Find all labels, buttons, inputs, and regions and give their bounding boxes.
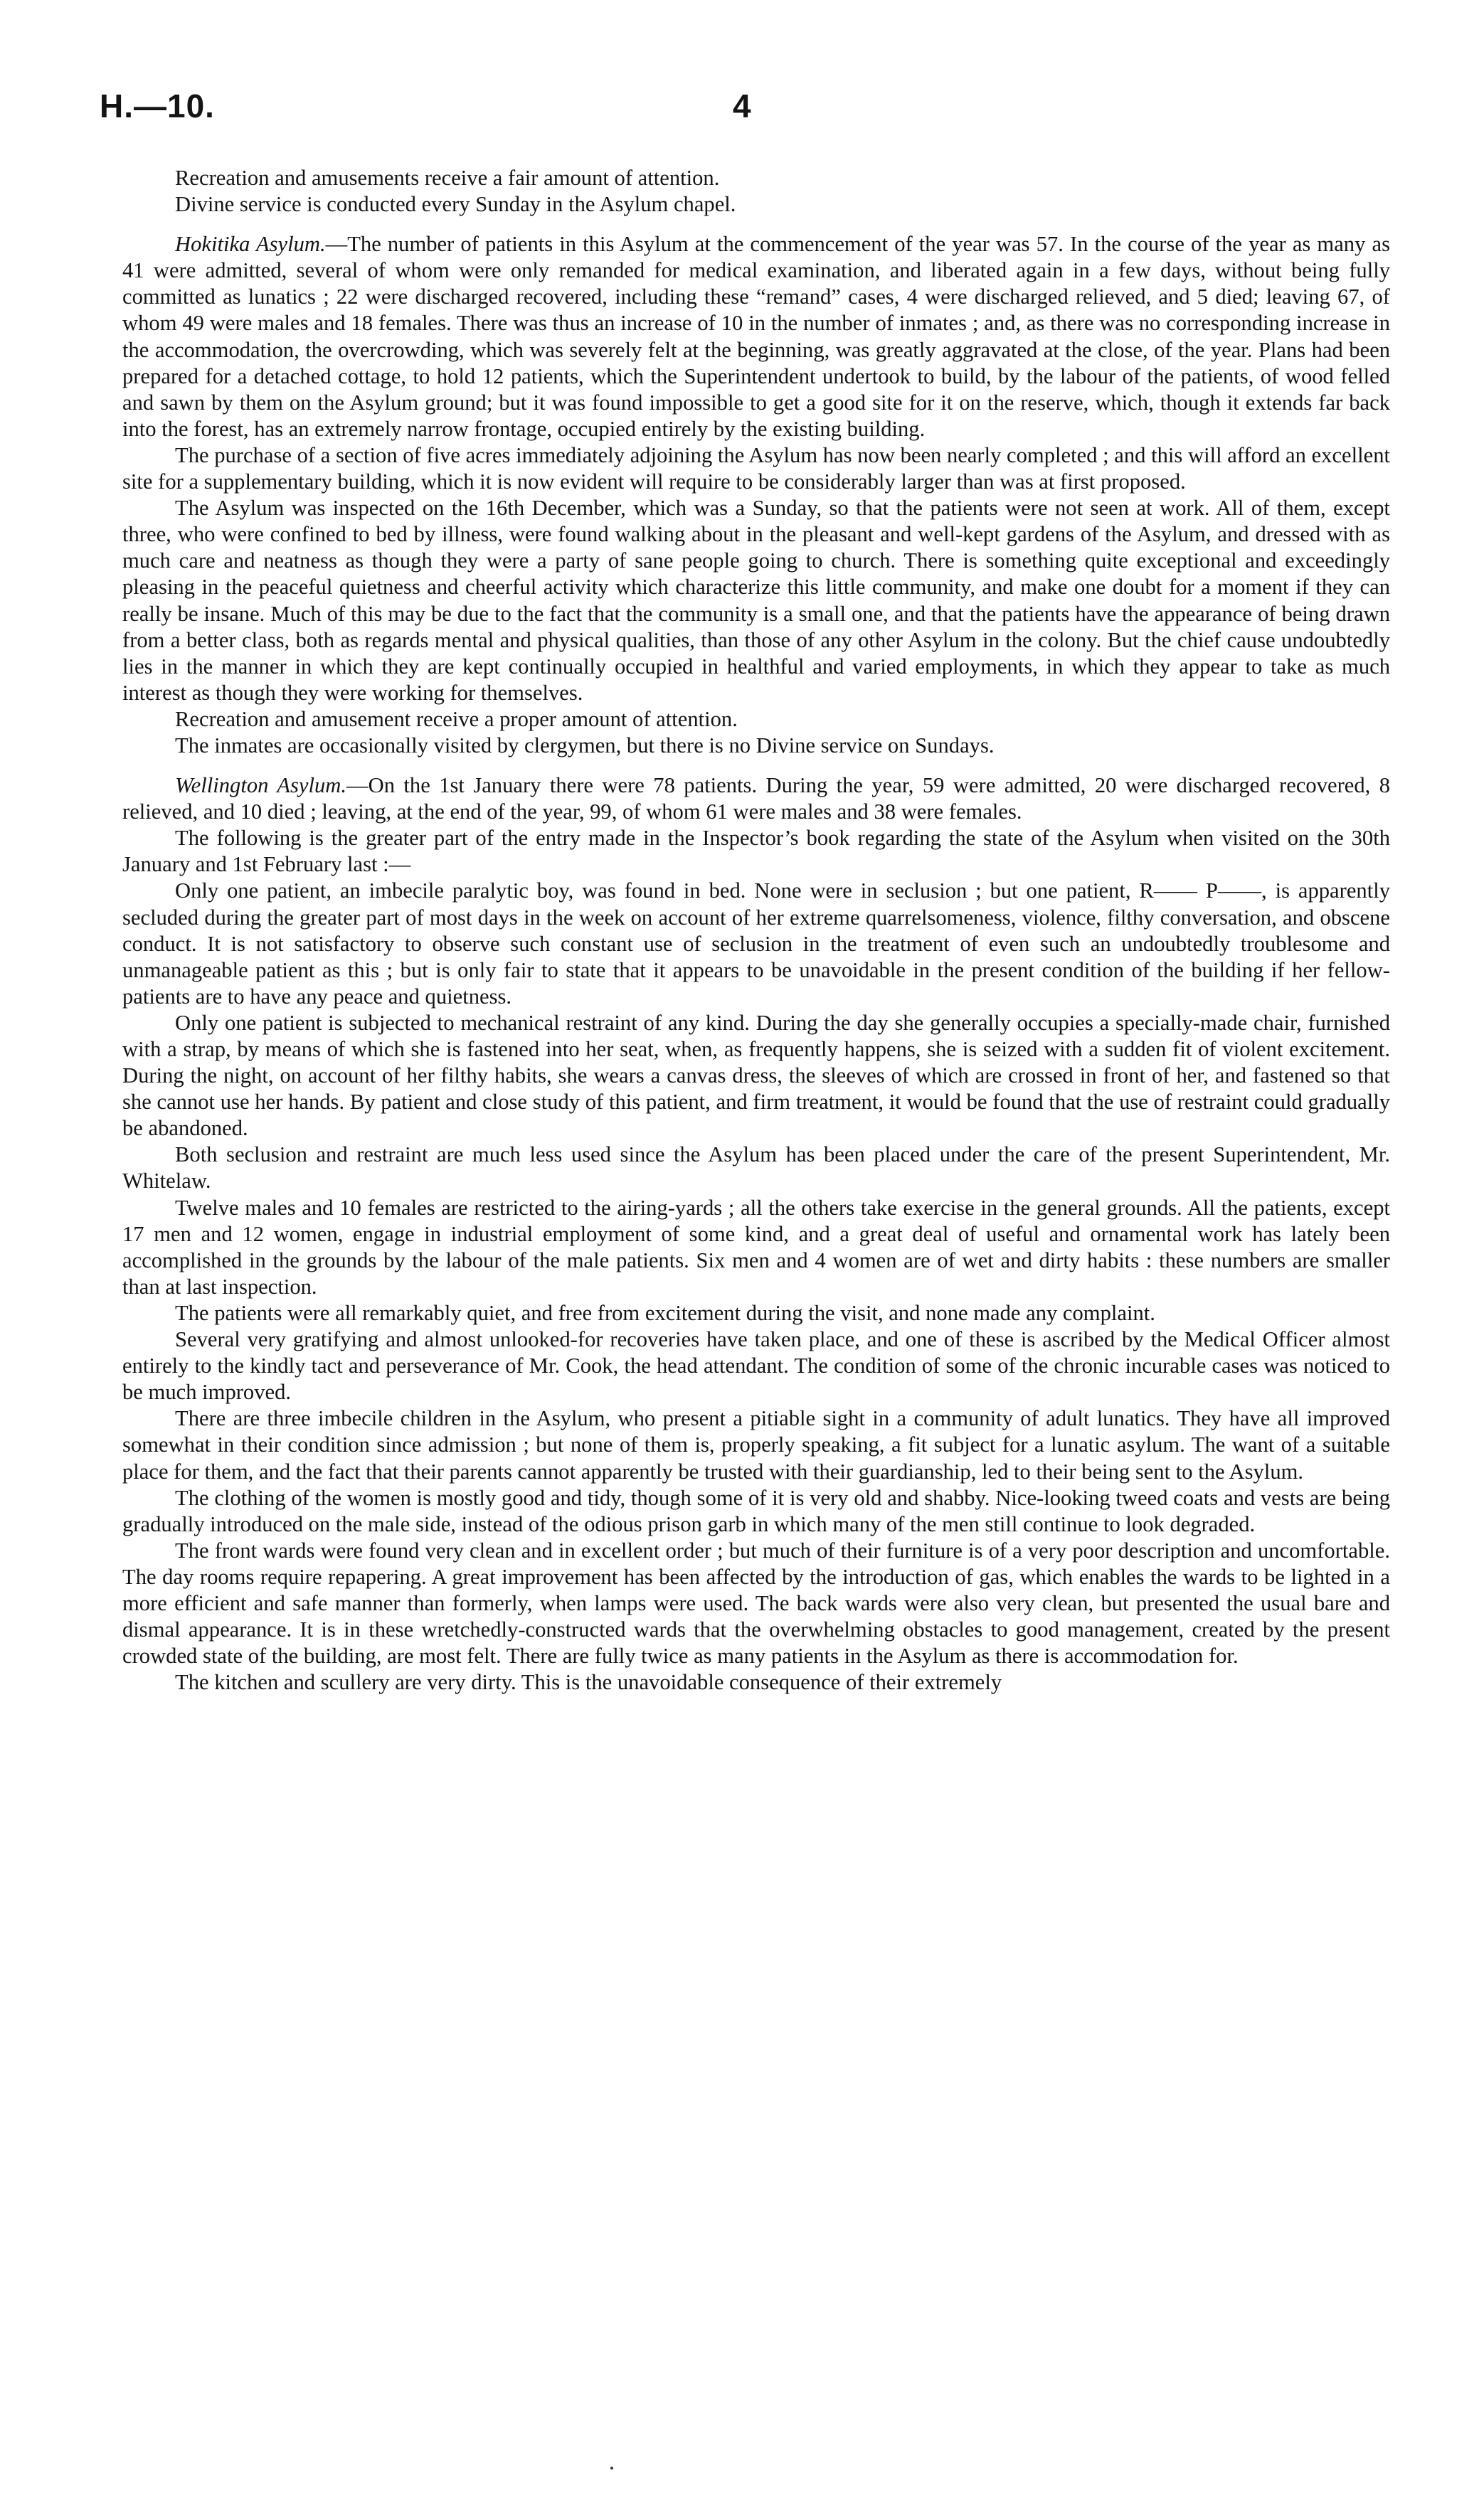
paragraph bbox=[122, 165, 1390, 191]
paragraph bbox=[122, 825, 1390, 878]
paragraph-text: The inmates are occasionally visited by clergymen, but there is no Divine service on Sundays. bbox=[175, 733, 995, 757]
paragraph-text: There are three imbecile children in the Asylum, who present a pitiable sight in a community of adult lunatics. They have all improved somewhat in their condition since admission ; but none of them is, properly speaking, a fit subject for a lunatic asylum. The want of a suitable place for them, and the fact that their parents cannot apparently be trusted with their guardianship, led to their being sent to the Asylum. bbox=[122, 1406, 1390, 1484]
section-heading: Hokitika Asylum. bbox=[175, 232, 326, 257]
paragraph bbox=[122, 1327, 1390, 1405]
paragraph bbox=[122, 231, 1390, 442]
section-heading: Wellington Asylum. bbox=[175, 773, 347, 798]
paragraph-text: The clothing of the women is mostly good and tidy, though some of it is very old and shabby. Nice-looking tweed coats and vests are being gradually introduced on the male side, instead of the odious prison garb in which many of the men still continue to look degraded. bbox=[122, 1485, 1390, 1536]
paragraph bbox=[122, 878, 1390, 1009]
print-speck bbox=[610, 2467, 613, 2470]
paragraph-text: The following is the greater part of the entry made in the Inspector’s book regarding the state of the Asylum when visited on the 30th January and 1st February last :— bbox=[122, 826, 1390, 877]
paragraph-text: The Asylum was inspected on the 16th December, which was a Sunday, so that the patients were not seen at work. All of them, except three, who were confined to bed by illness, were found walking about in the pleasant and well-kept gardens of the Asylum, and dressed with as much care and neatness as though they were a party of sane people going to church. There is something quite exceptional and exceedingly pleasing in the peaceful quietness and cheerful activity which characterize this little community, and make one doubt for a moment if they can really be insane. Much of this may be due to the fact that the community is a small one, and that the patients have the appearance of being drawn from a better class, both as regards mental and physical qualities, than those of any other Asylum in the colony. But the chief cause undoubtedly lies in the manner in which they are kept continually occupied in healthful and varied employments, in which they appear to take as much interest as though they were working for themselves. bbox=[122, 496, 1390, 705]
paragraph bbox=[122, 1485, 1390, 1538]
paragraph bbox=[122, 1195, 1390, 1300]
paragraph-text: Twelve males and 10 females are restricted to the airing-yards ; all the others take exercise in the general grounds. All the patients, except 17 men and 12 women, engage in industrial employment of some kind, and a great deal of useful and ornamental work has lately been accomplished in the grounds by the labour of the male patients. Six men and 4 women are of wet and dirty habits : these numbers are smaller than at last inspection. bbox=[122, 1195, 1390, 1299]
paragraph-text: Only one patient is subjected to mechanical restraint of any kind. During the day she generally occupies a specially-made chair, furnished with a strap, by means of which she is fastened into her seat, when, as frequently happens, she is seized with a sudden fit of violent excitement. During the night, on account of her filthy habits, she wears a canvas dress, the sleeves of which are crossed in front of her, and fastened so that she cannot use her hands. By patient and close study of this patient, and firm treatment, it would be found that the use of restraint could gradually be abandoned. bbox=[122, 1010, 1390, 1141]
paragraph-text: Divine service is conducted every Sunday in the Asylum chapel. bbox=[175, 192, 736, 217]
paragraph-text: Several very gratifying and almost unlooked-for recoveries have taken place, and one of these is ascribed by the Medical Officer almost entirely to the kindly tact and perseverance of Mr. Cook, the head attendant. The condition of some of the chronic incurable cases was noticed to be much improved. bbox=[122, 1327, 1390, 1405]
paragraph bbox=[122, 1010, 1390, 1142]
paragraph bbox=[122, 706, 1390, 733]
paragraph bbox=[122, 1300, 1390, 1327]
paragraph bbox=[122, 1142, 1390, 1194]
paragraph-text: The patients were all remarkably quiet, and free from excitement during the visit, and none made any complaint. bbox=[175, 1300, 1155, 1325]
paragraph bbox=[122, 1538, 1390, 1669]
page-header bbox=[0, 0, 1479, 142]
paragraph bbox=[122, 191, 1390, 218]
paragraph bbox=[122, 772, 1390, 825]
paragraph-text: The front wards were found very clean and in excellent order ; but much of their furniture is of a very poor description and uncomfortable. The day rooms require repapering. A great improvement has been affected by the introduction of gas, which enables the wards to be lighted in a more efficient and safe manner than formerly, when lamps were used. The back wards were also very clean, but presented the usual bare and dismal appearance. It is in these wretchedly-constructed wards that the overwhelming obstacles to good management, created by the present crowded state of the building, are most felt. There are fully twice as many patients in the Asylum as there is accommodation for. bbox=[122, 1538, 1390, 1669]
paragraph bbox=[122, 1405, 1390, 1484]
paragraph-text: —On the 1st January there were 78 patients. During the year, 59 were admitted, 20 were discharged recovered, 8 relieved, and 10 died ; leaving, at the end of the year, 99, of whom 61 were males and 38 were females. bbox=[122, 773, 1390, 824]
paragraph bbox=[122, 495, 1390, 706]
paragraph-text: —The number of patients in this Asylum at the commencement of the year was 57. In the course of the year as many as 41 were admitted, several of whom were only remanded for medical examination, and liberated again in a few days, without being fully committed as lunatics ; 22 were discharged recovered, including these “remand” cases, 4 were discharged relieved, and 5 died; leaving 67, of whom 49 were males and 18 females. There was thus an increase of 10 in the number of inmates ; and, as there was no corresponding increase in the accommodation, the overcrowding, which was severely felt at the beginning, was greatly aggravated at the close, of the year. Plans had been prepared for a detached cottage, to hold 12 patients, which the Superintendent undertook to build, by the labour of the patients, of wood felled and sawn by them on the Asylum ground; but it was found impossible to get a good site for it on the reserve, which, though it extends far back into the forest, has an extremely narrow frontage, occupied entirely by the existing building. bbox=[122, 232, 1390, 441]
paragraph-text: Both seclusion and restraint are much less used since the Asylum has been placed under the care of the present Superintendent, Mr. Whitelaw. bbox=[122, 1142, 1390, 1193]
body-text bbox=[122, 165, 1390, 1696]
paragraph-text: Recreation and amusement receive a proper amount of attention. bbox=[175, 706, 738, 731]
page-number: 4 bbox=[733, 87, 751, 124]
paragraph-text: The purchase of a section of five acres immediately adjoining the Asylum has now been nearly completed ; and this will afford an excellent site for a supplementary building, which it is now evident will require to be considerably larger than was at first proposed. bbox=[122, 442, 1390, 494]
paragraph-text: The kitchen and scullery are very dirty. This is the unavoidable consequence of their extremely bbox=[175, 1670, 1002, 1695]
paragraph-text: Recreation and amusements receive a fair amount of attention. bbox=[175, 166, 720, 190]
paragraph-text: Only one patient, an imbecile paralytic boy, was found in bed. None were in seclusion ; but one patient, R—— P——, is apparently secluded during the greater part of most days in the week on account of her extreme quarrelsomeness, violence, filthy conversation, and obscene conduct. It is not satisfactory to observe such constant use of seclusion in the treatment of even such an undoubtedly troublesome and unmanageable patient as this ; but is only fair to state that it appears to be unavoidable in the present condition of the building if her fellow-patients are to have any peace and quietness. bbox=[122, 878, 1390, 1009]
paragraph bbox=[122, 733, 1390, 759]
paragraph bbox=[122, 1669, 1390, 1696]
paragraph bbox=[122, 442, 1390, 495]
document-reference: H.—10. bbox=[100, 87, 215, 124]
